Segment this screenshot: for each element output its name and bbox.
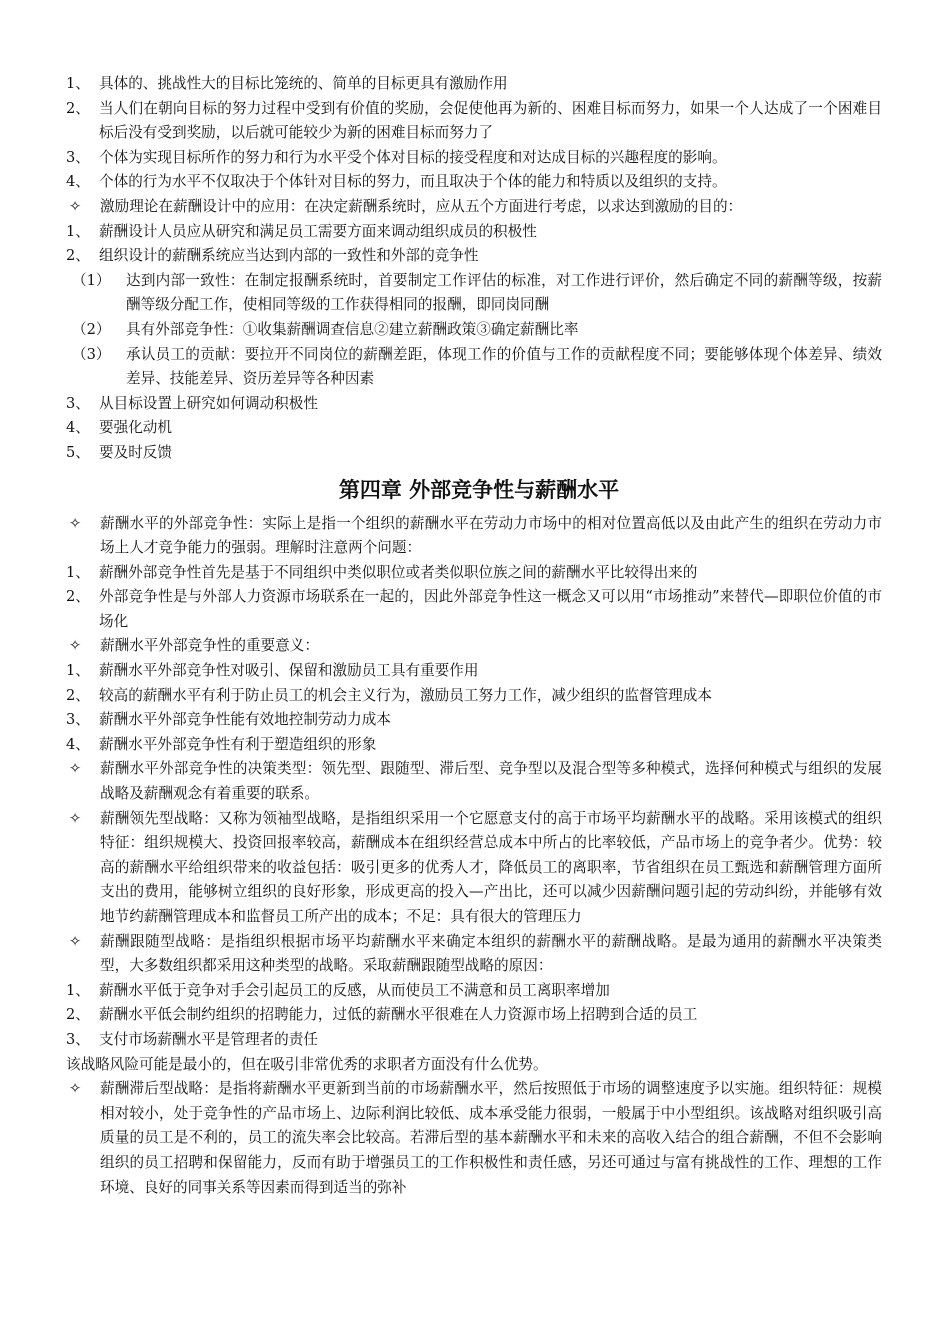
bullet-item-text: 薪酬水平外部竞争性的决策类型：领先型、跟随型、滞后型、竞争型以及混合型等多种模式，选择何种模式与组织的发展战略及薪酬观念有着重要的联系。 (100, 760, 882, 803)
list-item-text: 要强化动机 (99, 419, 172, 437)
diamond-bullet-icon: ✧ (69, 197, 82, 215)
list-marker: 2、 (66, 247, 90, 265)
list-item-text: 薪酬设计人员应从研究和满足员工需要方面来调动组织成员的积极性 (99, 222, 537, 240)
list-item (66, 416, 882, 441)
sub-list-item (72, 318, 882, 343)
list-item-text: 要及时反馈 (99, 443, 172, 461)
bullet-item-text: 薪酬水平外部竞争性的重要意义： (100, 637, 319, 655)
list-marker: 1、 (66, 222, 90, 240)
list-item-text: 薪酬外部竞争性首先是基于不同组织中类似职位或者类似职位族之间的薪酬水平比较得出来的 (99, 563, 698, 581)
sub-list-item (72, 269, 882, 318)
list-item-text: 当人们在朝向目标的努力过程中受到有价值的奖励，会促使他再为新的、困难目标而努力，如果一个人达成了一个困难目标后没有受到奖励，以后就可能较少为新的困难目标而努力了 (99, 99, 882, 142)
list-item (66, 561, 882, 586)
diamond-bullet-icon: ✧ (69, 1080, 82, 1098)
bullet-item (66, 512, 882, 561)
sub-list-marker: （3） (72, 345, 111, 363)
bullet-item (66, 195, 882, 220)
list-marker: 1、 (66, 981, 90, 999)
top-margin (0, 0, 950, 72)
sub-list-item-text: 达到内部一致性：在制定报酬系统时，首要制定工作评估的标准，对工作进行评价，然后确定不同的薪酬等级，按薪酬等级分配工作，使相同等级的工作获得相同的报酬，即同岗同酬 (126, 271, 882, 314)
sub-list-item-text: 具有外部竞争性：①收集薪酬调查信息②建立薪酬政策③确定薪酬比率 (126, 320, 579, 338)
list-item (66, 979, 882, 1004)
sub-list-marker: （1） (72, 271, 111, 289)
list-item (66, 72, 882, 97)
list-item-text: 薪酬水平外部竞争性有利于塑造组织的形象 (99, 735, 377, 753)
diamond-bullet-icon: ✧ (69, 932, 82, 950)
plain-paragraph (66, 1053, 882, 1078)
list-item-text: 个体的行为水平不仅取决于个体针对目标的努力，而且取决于个体的能力和特质以及组织的支持。 (99, 173, 727, 191)
list-marker: 2、 (66, 99, 90, 117)
list-marker: 2、 (66, 1006, 90, 1024)
list-marker: 5、 (66, 443, 90, 461)
list-item (66, 708, 882, 733)
chapter-title: 第四章 外部竞争性与薪酬水平 (338, 476, 620, 502)
list-marker: 1、 (66, 563, 90, 581)
list-item-text: 支付市场薪酬水平是管理者的责任 (99, 1030, 318, 1048)
list-item (66, 684, 882, 709)
diamond-bullet-icon: ✧ (69, 514, 82, 532)
list-marker: 4、 (66, 735, 90, 753)
diamond-bullet-icon: ✧ (69, 760, 82, 778)
list-item (66, 1028, 882, 1053)
bullet-item (66, 930, 882, 979)
list-marker: 2、 (66, 686, 90, 704)
list-marker: 1、 (66, 662, 90, 680)
diamond-bullet-icon: ✧ (69, 637, 82, 655)
bullet-item-text: 薪酬水平的外部竞争性：实际上是指一个组织的薪酬水平在劳动力市场中的相对位置高低以及由此产生的组织在劳动力市场上人才竞争能力的强弱。理解时注意两个问题： (100, 514, 882, 557)
bullet-item (66, 634, 882, 659)
bullet-item (66, 757, 882, 806)
list-item (66, 244, 882, 269)
list-marker: 3、 (66, 394, 90, 412)
list-item (66, 97, 882, 146)
list-item (66, 220, 882, 245)
list-marker: 4、 (66, 173, 90, 191)
bullet-item-text: 薪酬领先型战略：又称为领袖型战略，是指组织采用一个它愿意支付的高于市场平均薪酬水平的战略。采用该模式的组织特征：组织规模大、投资回报率较高，薪酬成本在组织经营总成本中所占的比率较低，产品市场上的竞争者少。优势：较高的薪酬水平给组织带来的收益包括：吸引更多的优秀人才，降低员工的离职率，节省组织在员工甄选和薪酬管理方面所支出的费用，能够树立组织的良好形象，形成更高的投入—产出比，还可以减少因薪酬问题引起的劳动纠纷，并能够有效地节约薪酬管理成本和监督员工所产出的成本；不足：具有很大的管理压力 (100, 809, 882, 925)
bullet-item-text: 薪酬跟随型战略：是指组织根据市场平均薪酬水平来确定本组织的薪酬水平的薪酬战略。是最为通用的薪酬水平决策类型，大多数组织都采用这种类型的战略。采取薪酬跟随型战略的原因： (100, 932, 882, 975)
bullet-item-text: 薪酬滞后型战略：是指将薪酬水平更新到当前的市场薪酬水平，然后按照低于市场的调整速度予以实施。组织特征：规模相对较小，处于竞争性的产品市场上、边际利润比较低、成本承受能力很弱，一般属于中小型组织。该战略对组织吸引高质量的员工是不利的，员工的流失率会比较高。若滞后型的基本薪酬水平和未来的高收入结合的组合薪酬，不但不会影响组织的员工招聘和保留能力，反而有助于增强员工的工作积极性和责任感，另还可通过与富有挑战性的工作、理想的工作环境、良好的同事关系等因素而得到适当的弥补 (100, 1080, 882, 1196)
list-item (66, 1003, 882, 1028)
diamond-bullet-icon: ✧ (69, 809, 82, 827)
list-marker: 3、 (66, 148, 90, 166)
list-item-text: 薪酬水平低会制约组织的招聘能力，过低的薪酬水平很难在人力资源市场上招聘到合适的员工 (99, 1006, 698, 1024)
list-item (66, 170, 882, 195)
bullet-item-text: 激励理论在薪酬设计中的应用：在决定薪酬系统时，应从五个方面进行考虑，以求达到激励的目的： (100, 197, 743, 215)
list-item-text: 外部竞争性是与外部人力资源市场联系在一起的，因此外部竞争性这一概念又可以用“市场推动”来替代—即职位价值的市场化 (99, 588, 882, 630)
list-item-text: 具体的、挑战性大的目标比笼统的、简单的目标更具有激励作用 (99, 75, 508, 92)
list-marker: 1、 (66, 75, 90, 92)
list-item-text: 组织设计的薪酬系统应当达到内部的一致性和外部的竞争性 (99, 247, 479, 265)
bullet-item (66, 807, 882, 930)
list-item (66, 392, 882, 417)
list-marker: 3、 (66, 711, 90, 729)
list-marker: 2、 (66, 588, 90, 606)
sub-list-item (72, 343, 882, 392)
list-item (66, 585, 882, 634)
list-item-text: 薪酬水平外部竞争性能有效地控制劳动力成本 (99, 711, 391, 729)
list-item (66, 659, 882, 684)
list-item (66, 441, 882, 466)
list-item-text: 较高的薪酬水平有利于防止员工的机会主义行为，激励员工努力工作，减少组织的监督管理成本 (99, 686, 712, 704)
section-external-competitiveness (0, 512, 950, 1201)
list-item-text: 个体为实现目标所作的努力和行为水平受个体对目标的接受程度和对达成目标的兴趣程度的影响。 (99, 148, 727, 166)
sub-list-marker: （2） (72, 320, 111, 338)
list-item (66, 733, 882, 758)
list-item-text: 从目标设置上研究如何调动积极性 (99, 394, 318, 412)
section-motivation-list (0, 72, 950, 466)
list-item-text: 薪酬水平低于竞争对手会引起员工的反感，从而使员工不满意和员工离职率增加 (99, 981, 610, 999)
list-item (66, 146, 882, 171)
list-item-text: 薪酬水平外部竞争性对吸引、保留和激励员工具有重要作用 (99, 662, 479, 680)
list-marker: 3、 (66, 1030, 90, 1048)
list-marker: 4、 (66, 419, 90, 437)
paragraph-text: 该战略风险可能是最小的，但在吸引非常优秀的求职者方面没有什么优势。 (66, 1055, 548, 1073)
sub-list-item-text: 承认员工的贡献：要拉开不同岗位的薪酬差距，体现工作的价值与工作的贡献程度不同；要能够体现个体差异、绩效差异、技能差异、资历差异等各种因素 (126, 345, 882, 388)
bullet-item (66, 1077, 882, 1200)
